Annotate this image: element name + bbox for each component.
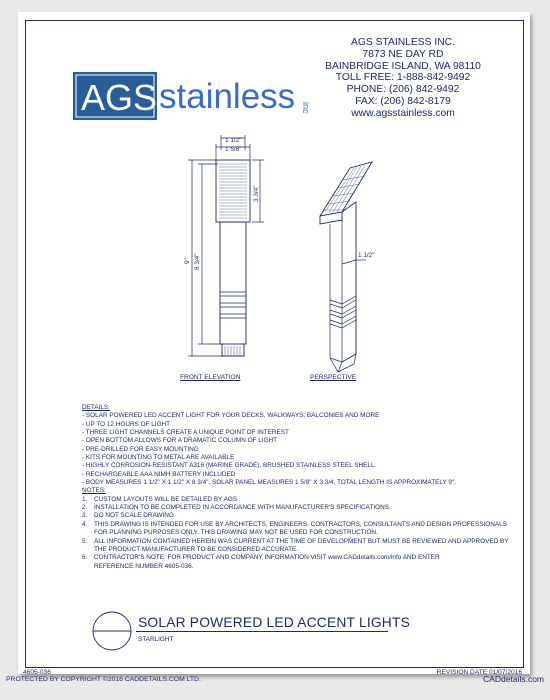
note-item: 2. INSTALLATION TO BE COMPLETED IN ACCORDANCE WITH MANUFACTURER'S SPECIFICATIONS. [82, 504, 391, 512]
details-heading: DETAILS: [82, 404, 110, 411]
drawing-sheet [18, 12, 530, 674]
details-item: - PRE-DRILLED FOR EASY MOUNTING [82, 445, 199, 453]
company-line: PHONE: (206) 842-9492 [346, 84, 460, 96]
caddetails-brand: CADdetails.com [483, 674, 544, 684]
company-line: AGS STAINLESS INC. [351, 37, 455, 48]
details-section [82, 404, 512, 571]
dim-width-top: 1 1/2" [225, 137, 242, 144]
logo-brand: AGS [81, 77, 158, 118]
details-item: - BODY MEASURES 1 1/2" X 1 1/2" X 8 3/4", SOLAR PANEL MEASURES 1 5/8" X 3 3/4, TOTAL LENGTH IS APPROXIMATELY 9". [82, 479, 456, 487]
copyright-notice: PROTECTED BY COPYRIGHT ©2016 CADDETAILS.COM LTD. [6, 676, 201, 683]
dim-body-height: 8 3/4" [194, 253, 201, 270]
note-item: 6. CONTRACTOR'S NOTE: FOR PRODUCT AND COMPANY INFORMATION VISIT www.CADdetails.com/info AND ENTER [82, 554, 440, 562]
dim-total-height: 9" [184, 258, 191, 264]
revision-date: REVISION DATE 01/07/2016 [436, 669, 522, 676]
company-line: FAX: (206) 842-8179 [355, 95, 451, 107]
details-item: - KITS FOR MOUNTING TO METAL ARE AVAILABLE [82, 454, 235, 462]
company-line: 7873 NE DAY RD [362, 48, 444, 60]
note-item: 5. ALL INFORMATION CONTAINED HEREIN WAS CURRENT AT THE TIME OF DEVELOPMENT BUT MUST BE REVIEWED AND APPROVED BY [82, 537, 509, 545]
company-line: BAINBRIDGE ISLAND, WA 98110 [325, 60, 481, 72]
details-item: - HIGHLY CORROSION-RESISTANT A316 (MARINE GRADE), BRUSHED STAINLESS STEEL SHELL [82, 462, 375, 470]
ags-logo [73, 58, 309, 122]
dim-depth: 1 1/2" [358, 252, 375, 259]
drawing-title: SOLAR POWERED LED ACCENT LIGHTS [138, 615, 410, 630]
notes-heading: NOTES: [82, 487, 106, 495]
note-item-continued: FOR PLANNING PURPOSES ONLY. THIS DRAWING MAY NOT BE USED FOR CONSTRUCTION. [94, 529, 378, 537]
details-item: - UP TO 12 HOURS OF LIGHT [82, 420, 171, 428]
technical-drawing [178, 132, 408, 402]
note-item: 4. THIS DRAWING IS INTENDED FOR USE BY ARCHITECTS, ENGINEERS, CONTRACTORS, CONSULTANTS AND DESIGN PROFESSIONALS [82, 520, 507, 528]
company-info [298, 37, 508, 120]
details-item: - SOLAR POWERED LED ACCENT LIGHT FOR YOUR DECKS, WALKWAYS, BALCONIES AND MORE [82, 412, 380, 420]
details-item: - OPEN BOTTOM ALLOWS FOR A DRAMATIC COLUMN OF LIGHT [82, 437, 278, 445]
note-item: 3. DO NOT SCALE DRAWING [82, 512, 174, 520]
dim-width-second: 1 5/8" [225, 146, 242, 153]
logo-word: stainless [159, 77, 296, 116]
note-item-continued: THE PRODUCT MANUFACTURER TO BE CONSIDERED ACCURATE. [94, 545, 299, 553]
title-circle-symbol [91, 610, 133, 652]
drawing-subtitle: STARLIGHT [138, 636, 174, 643]
notes-section [82, 487, 512, 570]
title-underline [136, 631, 388, 632]
front-elevation-view [188, 135, 264, 356]
logo-suffix: inc [301, 102, 311, 114]
note-item-continued: REFERENCE NUMBER 4605-036. [94, 562, 194, 570]
front-elevation-caption: FRONT ELEVATION [180, 374, 241, 381]
dim-panel-height: 3 3/4" [253, 185, 260, 202]
details-item: - THREE LIGHT CHANNELS CREATE A UNIQUE POINT OF INTEREST [82, 429, 289, 437]
company-line: www.agsstainless.com [351, 107, 455, 119]
perspective-view [320, 162, 375, 372]
company-line: TOLL FREE: 1-888-842-9492 [335, 72, 471, 84]
reference-number: 4605-036 [23, 669, 51, 676]
perspective-caption: PERSPECTIVE [310, 374, 357, 381]
note-item: 1. CUSTOM LAYOUTS WILL BE DETAILED BY AGS [82, 495, 238, 503]
details-item: - RECHARGEABLE AAA NIMH BATTERY INCLUDED [82, 470, 236, 478]
